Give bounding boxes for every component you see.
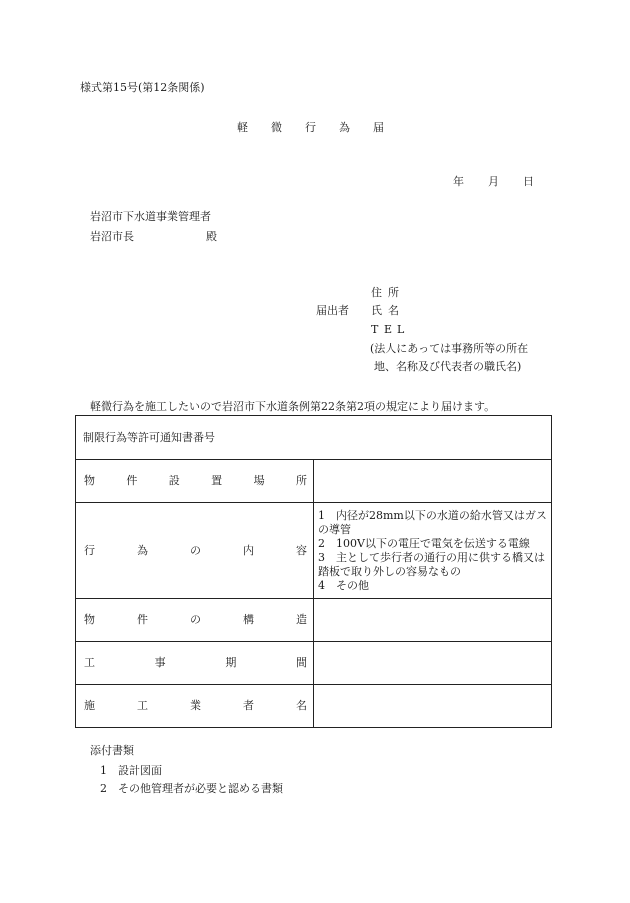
- intro-statement: 軽微行為を施工したいので岩沼市下水道条例第22条第2項の規定により届けます。: [90, 400, 496, 413]
- addressee-line1: 岩沼市下水道事業管理者: [90, 210, 211, 223]
- action-option-4: 4 その他: [318, 578, 369, 592]
- contractor-name-field[interactable]: [314, 685, 552, 728]
- address-char: 住: [371, 286, 382, 299]
- attachment-number: 2: [100, 782, 107, 795]
- label-char: 構: [243, 613, 254, 626]
- attachment-text: その他管理者が必要と認める書類: [118, 782, 283, 795]
- date-day: 日: [523, 175, 534, 188]
- attachments-heading: 添付書類: [90, 744, 134, 757]
- structure-field[interactable]: [314, 599, 552, 642]
- label-char: 所: [295, 474, 307, 487]
- document-title: 軽微行為届: [237, 121, 407, 134]
- tel-char: T: [371, 323, 379, 336]
- date-line: [453, 175, 534, 189]
- label-char: 設: [168, 474, 180, 487]
- tel-char: L: [397, 323, 405, 336]
- table-row: [76, 642, 552, 685]
- label-char: 名: [296, 699, 307, 712]
- construction-period-field[interactable]: [314, 642, 552, 685]
- label-char: 場: [253, 474, 265, 487]
- label-char: 施: [84, 699, 95, 712]
- form-number: 様式第15号(第12条関係): [80, 81, 205, 94]
- label-char: 造: [296, 613, 307, 626]
- label-char: 行: [84, 543, 95, 557]
- action-option-1: 1 内径が28mm以下の水道の給水管又はガスの導管: [318, 508, 547, 536]
- table-row: [76, 460, 552, 503]
- applicant-label: 届出者: [316, 304, 349, 317]
- date-month: 月: [488, 175, 499, 188]
- label-char: 期: [225, 656, 237, 669]
- label-char: 内: [243, 543, 254, 557]
- label-char: 物: [84, 474, 95, 487]
- attachment-number: 1: [100, 764, 107, 777]
- table-row: [76, 599, 552, 642]
- permit-number-label: 制限行為等許可通知書番号: [83, 430, 215, 444]
- label-char: 置: [211, 474, 223, 487]
- action-content-options[interactable]: [314, 503, 552, 599]
- form-table: [75, 415, 552, 728]
- label-char: 為: [137, 543, 148, 557]
- table-row: [76, 503, 552, 599]
- applicant-address-field: [371, 286, 405, 300]
- installation-location-field[interactable]: [314, 460, 552, 503]
- applicant-note-line2: 地、名称及び代表者の職氏名): [374, 360, 522, 373]
- attachment-item: [100, 764, 162, 778]
- table-row: [76, 685, 552, 728]
- action-option-2: 2 100V以下の電圧で電気を伝送する電線: [318, 536, 530, 550]
- attachment-item: [100, 782, 283, 796]
- action-option-3: 3 主として歩行者の通行の用に供する橋又は踏板で取り外しの容易なもの: [318, 550, 545, 578]
- applicant-note-line1: (法人にあっては事務所等の所在: [370, 342, 529, 355]
- label-char: の: [190, 543, 201, 557]
- name-char: 名: [388, 304, 399, 317]
- addressee-mayor: 岩沼市長: [90, 230, 134, 243]
- label-char: 者: [243, 699, 254, 712]
- label-char: 容: [296, 543, 307, 557]
- applicant-name-field: [371, 304, 405, 318]
- label-char: 件: [126, 474, 138, 487]
- table-row: [76, 416, 552, 460]
- address-char: 所: [388, 286, 399, 299]
- row-label-construction-period: [76, 642, 314, 685]
- label-char: 工: [137, 699, 148, 712]
- name-char: 氏: [371, 304, 382, 317]
- addressee-honorific: 殿: [206, 230, 217, 243]
- label-char: 物: [84, 613, 95, 626]
- applicant-tel-field: [371, 323, 410, 337]
- row-label-installation-location: [76, 460, 314, 503]
- label-char: の: [190, 613, 201, 626]
- row-label-action-content: [76, 503, 314, 599]
- row-label-structure: [76, 599, 314, 642]
- label-char: 事: [154, 656, 166, 669]
- label-char: 件: [137, 613, 148, 626]
- row-label-contractor-name: [76, 685, 314, 728]
- label-char: 間: [295, 656, 307, 669]
- tel-char: E: [384, 323, 393, 336]
- permit-number-cell[interactable]: [76, 416, 552, 460]
- addressee-line2: [90, 230, 217, 244]
- label-char: 工: [84, 656, 95, 669]
- date-year: 年: [453, 175, 464, 188]
- label-char: 業: [190, 699, 201, 712]
- attachment-text: 設計図面: [118, 764, 162, 777]
